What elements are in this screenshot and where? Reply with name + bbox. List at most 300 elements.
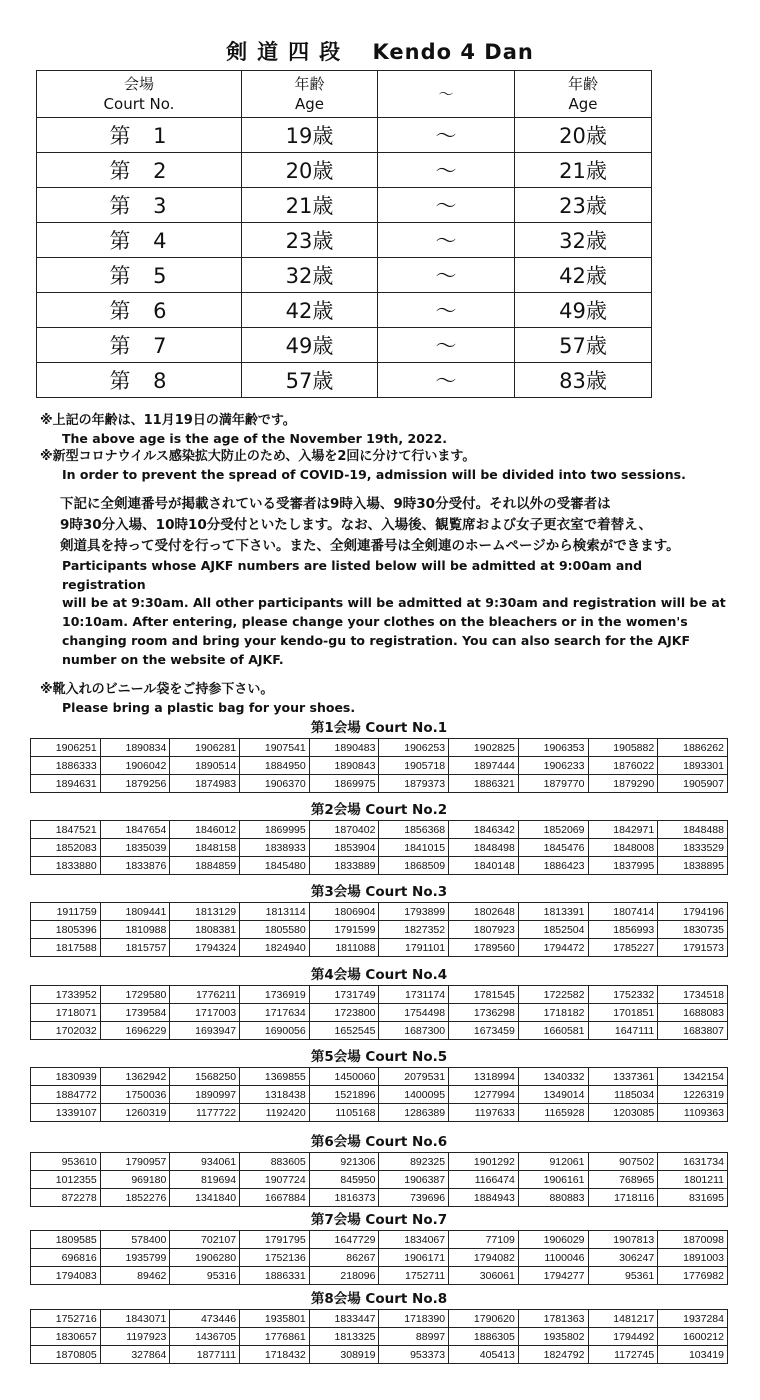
ajkf-number-cell: 1752136 xyxy=(240,1249,310,1267)
age-tilde: ～ xyxy=(378,118,515,153)
court-number-table xyxy=(30,1067,728,1122)
court-cell xyxy=(37,328,242,363)
ajkf-number-cell: 845950 xyxy=(309,1171,379,1189)
ajkf-number-cell: 1260319 xyxy=(100,1104,170,1122)
ajkf-number-cell: 77109 xyxy=(449,1231,519,1249)
court-title: 第5会場 Court No.5 xyxy=(310,1049,448,1065)
ajkf-number-cell: 1838933 xyxy=(240,839,310,857)
ajkf-number-cell: 1937284 xyxy=(658,1310,728,1328)
ajkf-number-cell: 1318438 xyxy=(240,1086,310,1104)
ajkf-number-cell: 1816373 xyxy=(309,1189,379,1207)
ajkf-number-cell: 1886331 xyxy=(240,1267,310,1285)
ajkf-number-cell: 1838895 xyxy=(658,857,728,875)
ajkf-number-cell: 1722582 xyxy=(518,986,588,1004)
court-prefix: 第 xyxy=(109,159,133,183)
ajkf-number-cell: 1835039 xyxy=(100,839,170,857)
ajkf-number-cell: 1815757 xyxy=(100,939,170,957)
ajkf-number-cell: 1789560 xyxy=(449,939,519,957)
age-tilde: ～ xyxy=(378,223,515,258)
ajkf-number-cell: 934061 xyxy=(170,1153,240,1171)
header-court-ja: 会場 xyxy=(123,75,154,93)
ajkf-number-cell: 1847654 xyxy=(100,821,170,839)
age-row-court-1 xyxy=(37,118,652,153)
ajkf-number-cell: 1833880 xyxy=(31,857,101,875)
court-number-table xyxy=(30,820,728,875)
court-number: 6 xyxy=(153,299,169,323)
ajkf-number-cell: 1794082 xyxy=(449,1249,519,1267)
admission-line: will be at 9:30am. All other participants will be admitted at 9:30am and registration will be at xyxy=(62,595,726,611)
ajkf-number-cell: 1776211 xyxy=(170,986,240,1004)
table-row xyxy=(31,1310,728,1328)
court-number-table xyxy=(30,1230,728,1285)
ajkf-number-cell: 218096 xyxy=(309,1267,379,1285)
ajkf-number-cell: 1791795 xyxy=(240,1231,310,1249)
ajkf-number-cell: 1886423 xyxy=(518,857,588,875)
ajkf-number-cell: 1790957 xyxy=(100,1153,170,1171)
court-title: 第3会場 Court No.3 xyxy=(310,884,448,900)
admission-line: 9時30分入場、10時10分受付といたします。なお、入場後、観覧席および女子更衣室で着替え、 xyxy=(60,517,652,533)
ajkf-number-cell: 953610 xyxy=(31,1153,101,1171)
ajkf-number-cell: 1905882 xyxy=(588,739,658,757)
court-number: 3 xyxy=(153,194,169,218)
age-to: 42歳 xyxy=(515,258,652,293)
ajkf-number-cell: 1830657 xyxy=(31,1328,101,1346)
ajkf-number-cell: 1362942 xyxy=(100,1068,170,1086)
ajkf-number-cell: 89462 xyxy=(100,1267,170,1285)
table-row xyxy=(31,1171,728,1189)
court-prefix: 第 xyxy=(109,124,133,148)
ajkf-number-cell: 1400095 xyxy=(379,1086,449,1104)
ajkf-number-cell: 1852069 xyxy=(518,821,588,839)
ajkf-number-cell: 1693947 xyxy=(170,1022,240,1040)
ajkf-number-cell: 1902825 xyxy=(449,739,519,757)
ajkf-number-cell: 1870805 xyxy=(31,1346,101,1364)
ajkf-number-cell: 1736919 xyxy=(240,986,310,1004)
ajkf-number-cell: 1752716 xyxy=(31,1310,101,1328)
ajkf-number-cell: 1834067 xyxy=(379,1231,449,1249)
table-row xyxy=(31,1267,728,1285)
ajkf-number-cell: 1349014 xyxy=(518,1086,588,1104)
ajkf-number-cell: 1750036 xyxy=(100,1086,170,1104)
ajkf-number-cell: 1696229 xyxy=(100,1022,170,1040)
ajkf-number-cell: 1717634 xyxy=(240,1004,310,1022)
ajkf-number-cell: 1807414 xyxy=(588,903,658,921)
ajkf-number-cell: 1905907 xyxy=(658,775,728,793)
ajkf-number-cell: 1794492 xyxy=(588,1328,658,1346)
table-row xyxy=(31,775,728,793)
ajkf-number-cell: 1884943 xyxy=(449,1189,519,1207)
ajkf-number-cell: 969180 xyxy=(100,1171,170,1189)
ajkf-number-cell: 86267 xyxy=(309,1249,379,1267)
age-note-en: The above age is the age of the November 19th, 2022. xyxy=(62,431,448,446)
age-row-court-7 xyxy=(37,328,652,363)
ajkf-number-cell: 1890483 xyxy=(309,739,379,757)
header-age-ja: 年齢 xyxy=(294,75,325,93)
ajkf-number-cell: 1877111 xyxy=(170,1346,240,1364)
court-cell xyxy=(37,293,242,328)
ajkf-number-cell: 921306 xyxy=(309,1153,379,1171)
age-tilde: ～ xyxy=(378,293,515,328)
age-tilde: ～ xyxy=(378,328,515,363)
ajkf-number-cell: 912061 xyxy=(518,1153,588,1171)
court-cell xyxy=(37,188,242,223)
ajkf-number-cell: 578400 xyxy=(100,1231,170,1249)
shoes-note-ja: ※靴入れのビニール袋をご持参下さい。 xyxy=(40,682,274,698)
court-prefix: 第 xyxy=(109,229,133,253)
ajkf-number-cell: 1600212 xyxy=(658,1328,728,1346)
ajkf-number-cell: 1667884 xyxy=(240,1189,310,1207)
ajkf-number-cell: 1906280 xyxy=(170,1249,240,1267)
admission-line: 下記に全剣連番号が掲載されている受審者は9時入場、9時30分受付。それ以外の受審者は xyxy=(60,496,611,512)
court-block-4 xyxy=(30,965,728,1040)
ajkf-number-cell: 1870402 xyxy=(309,821,379,839)
ajkf-number-cell: 1869975 xyxy=(309,775,379,793)
ajkf-number-cell: 1521896 xyxy=(309,1086,379,1104)
table-row xyxy=(31,1189,728,1207)
table-row xyxy=(31,1346,728,1364)
court-title: 第4会場 Court No.4 xyxy=(310,967,448,983)
ajkf-number-cell: 1718071 xyxy=(31,1004,101,1022)
ajkf-number-cell: 831695 xyxy=(658,1189,728,1207)
ajkf-number-cell: 892325 xyxy=(379,1153,449,1171)
ajkf-number-cell: 1848488 xyxy=(658,821,728,839)
ajkf-number-cell: 1837995 xyxy=(588,857,658,875)
ajkf-number-cell: 1793899 xyxy=(379,903,449,921)
ajkf-number-cell: 1848008 xyxy=(588,839,658,857)
ajkf-number-cell: 1906253 xyxy=(379,739,449,757)
ajkf-number-cell: 88997 xyxy=(379,1328,449,1346)
table-row xyxy=(31,1153,728,1171)
ajkf-number-cell: 696816 xyxy=(31,1249,101,1267)
ajkf-number-cell: 1203085 xyxy=(588,1104,658,1122)
age-from: 21歳 xyxy=(242,188,378,223)
court-block-6 xyxy=(30,1132,728,1207)
title-ja: 剣道四段 xyxy=(226,40,351,64)
ajkf-number-cell: 1906029 xyxy=(518,1231,588,1249)
ajkf-number-cell: 1172745 xyxy=(588,1346,658,1364)
ajkf-number-cell: 1869995 xyxy=(240,821,310,839)
ajkf-number-cell: 1907813 xyxy=(588,1231,658,1249)
ajkf-number-cell: 702107 xyxy=(170,1231,240,1249)
ajkf-number-cell: 1481217 xyxy=(588,1310,658,1328)
court-block-7 xyxy=(30,1210,728,1285)
age-from: 42歳 xyxy=(242,293,378,328)
ajkf-number-cell: 1833889 xyxy=(309,857,379,875)
ajkf-number-cell: 1192420 xyxy=(240,1104,310,1122)
ajkf-number-cell: 1830939 xyxy=(31,1068,101,1086)
ajkf-number-cell: 1647111 xyxy=(588,1022,658,1040)
ajkf-number-cell: 1736298 xyxy=(449,1004,519,1022)
ajkf-number-cell: 1906171 xyxy=(379,1249,449,1267)
admission-line: 10:10am. After entering, please change your clothes on the bleachers or in the women's xyxy=(62,614,688,630)
ajkf-number-cell: 1660581 xyxy=(518,1022,588,1040)
ajkf-number-cell: 1631734 xyxy=(658,1153,728,1171)
ajkf-number-cell: 1868509 xyxy=(379,857,449,875)
ajkf-number-cell: 1824792 xyxy=(518,1346,588,1364)
ajkf-number-cell: 1165928 xyxy=(518,1104,588,1122)
ajkf-number-cell: 306247 xyxy=(588,1249,658,1267)
table-row xyxy=(31,903,728,921)
age-to: 23歳 xyxy=(515,188,652,223)
ajkf-number-cell: 907502 xyxy=(588,1153,658,1171)
ajkf-number-cell: 1197923 xyxy=(100,1328,170,1346)
ajkf-number-cell: 1876022 xyxy=(588,757,658,775)
ajkf-number-cell: 1673459 xyxy=(449,1022,519,1040)
ajkf-number-cell: 1846342 xyxy=(449,821,519,839)
ajkf-number-cell: 1833447 xyxy=(309,1310,379,1328)
ajkf-number-cell: 1906233 xyxy=(518,757,588,775)
notes xyxy=(40,412,730,717)
ajkf-number-cell: 1848158 xyxy=(170,839,240,857)
court-title: 第8会場 Court No.8 xyxy=(310,1291,448,1307)
ajkf-number-cell: 1809441 xyxy=(100,903,170,921)
ajkf-number-cell: 1907724 xyxy=(240,1171,310,1189)
ajkf-number-cell: 1718390 xyxy=(379,1310,449,1328)
ajkf-number-cell: 1811088 xyxy=(309,939,379,957)
ajkf-number-cell: 883605 xyxy=(240,1153,310,1171)
ajkf-number-cell: 1890514 xyxy=(170,757,240,775)
ajkf-number-cell: 1277994 xyxy=(449,1086,519,1104)
court-number: 7 xyxy=(153,334,169,358)
court-cell xyxy=(37,258,242,293)
ajkf-number-cell: 1733952 xyxy=(31,986,101,1004)
ajkf-number-cell: 1781363 xyxy=(518,1310,588,1328)
ajkf-number-cell: 1197633 xyxy=(449,1104,519,1122)
table-row xyxy=(31,839,728,857)
table-row xyxy=(31,821,728,839)
ajkf-number-cell: 1337361 xyxy=(588,1068,658,1086)
ajkf-number-cell: 1342154 xyxy=(658,1068,728,1086)
table-row xyxy=(31,939,728,957)
court-number: 8 xyxy=(153,369,169,393)
ajkf-number-cell: 1340332 xyxy=(518,1068,588,1086)
ajkf-number-cell: 1688083 xyxy=(658,1004,728,1022)
ajkf-number-cell: 1794324 xyxy=(170,939,240,957)
ajkf-number-cell: 1879256 xyxy=(100,775,170,793)
court-number: 4 xyxy=(153,229,169,253)
ajkf-number-cell: 1905718 xyxy=(379,757,449,775)
table-row xyxy=(31,1249,728,1267)
ajkf-number-cell: 1901292 xyxy=(449,1153,519,1171)
court-number-table xyxy=(30,985,728,1040)
ajkf-number-cell: 1841015 xyxy=(379,839,449,857)
ajkf-number-cell: 1734518 xyxy=(658,986,728,1004)
ajkf-number-cell: 768965 xyxy=(588,1171,658,1189)
ajkf-number-cell: 880883 xyxy=(518,1189,588,1207)
ajkf-number-cell: 1185034 xyxy=(588,1086,658,1104)
ajkf-number-cell: 1226319 xyxy=(658,1086,728,1104)
ajkf-number-cell: 1906281 xyxy=(170,739,240,757)
table-row xyxy=(31,986,728,1004)
ajkf-number-cell: 1369855 xyxy=(240,1068,310,1086)
court-number: 1 xyxy=(153,124,169,148)
ajkf-number-cell: 1935801 xyxy=(240,1310,310,1328)
ajkf-number-cell: 1729580 xyxy=(100,986,170,1004)
ajkf-number-cell: 308919 xyxy=(309,1346,379,1364)
court-prefix: 第 xyxy=(109,264,133,288)
table-row xyxy=(31,857,728,875)
ajkf-number-cell: 1845480 xyxy=(240,857,310,875)
ajkf-number-cell: 1717003 xyxy=(170,1004,240,1022)
age-to: 57歳 xyxy=(515,328,652,363)
age-from: 57歳 xyxy=(242,363,378,398)
ajkf-number-cell: 1897444 xyxy=(449,757,519,775)
ajkf-number-cell: 819694 xyxy=(170,1171,240,1189)
ajkf-number-cell: 1791599 xyxy=(309,921,379,939)
ajkf-number-cell: 1890834 xyxy=(100,739,170,757)
ajkf-number-cell: 1906251 xyxy=(31,739,101,757)
age-row-court-2 xyxy=(37,153,652,188)
ajkf-number-cell: 1848498 xyxy=(449,839,519,857)
court-prefix: 第 xyxy=(109,369,133,393)
ajkf-number-cell: 1100046 xyxy=(518,1249,588,1267)
ajkf-number-cell: 1718182 xyxy=(518,1004,588,1022)
ajkf-number-cell: 1776982 xyxy=(658,1267,728,1285)
ajkf-number-cell: 1794196 xyxy=(658,903,728,921)
ajkf-number-cell: 1718116 xyxy=(588,1189,658,1207)
ajkf-number-cell: 1806904 xyxy=(309,903,379,921)
age-row-court-6 xyxy=(37,293,652,328)
court-number: 2 xyxy=(153,159,169,183)
age-to: 32歳 xyxy=(515,223,652,258)
ajkf-number-cell: 306061 xyxy=(449,1267,519,1285)
admission-line: 剣道具を持って受付を行って下さい。また、全剣連番号は全剣連のホームページから検索ができます。 xyxy=(60,538,680,554)
table-row xyxy=(31,1004,728,1022)
ajkf-number-cell: 1791101 xyxy=(379,939,449,957)
ajkf-number-cell: 1809585 xyxy=(31,1231,101,1249)
court-cell xyxy=(37,118,242,153)
ajkf-number-cell: 1906161 xyxy=(518,1171,588,1189)
header-court-en: Court No. xyxy=(103,95,175,113)
ajkf-number-cell: 1109363 xyxy=(658,1104,728,1122)
court-prefix: 第 xyxy=(109,334,133,358)
ajkf-number-cell: 1808381 xyxy=(170,921,240,939)
ajkf-number-cell: 1177722 xyxy=(170,1104,240,1122)
ajkf-number-cell: 1852504 xyxy=(518,921,588,939)
admission-line: changing room and bring your kendo-gu to registration. You can also search for the AJKF xyxy=(62,632,691,648)
ajkf-number-cell: 1731749 xyxy=(309,986,379,1004)
age-row-court-8 xyxy=(37,363,652,398)
ajkf-number-cell: 1894631 xyxy=(31,775,101,793)
ajkf-number-cell: 1341840 xyxy=(170,1189,240,1207)
ajkf-number-cell: 1817588 xyxy=(31,939,101,957)
ajkf-number-cell: 1752332 xyxy=(588,986,658,1004)
court-number-table xyxy=(30,902,728,957)
age-from: 49歳 xyxy=(242,328,378,363)
ajkf-number-cell: 1842971 xyxy=(588,821,658,839)
ajkf-number-cell: 1890997 xyxy=(170,1086,240,1104)
court-block-8 xyxy=(30,1289,728,1364)
court-number: 5 xyxy=(153,264,169,288)
ajkf-number-cell: 1884772 xyxy=(31,1086,101,1104)
ajkf-number-cell: 1884950 xyxy=(240,757,310,775)
ajkf-number-cell: 1884859 xyxy=(170,857,240,875)
ajkf-number-cell: 1702032 xyxy=(31,1022,101,1040)
age-from: 19歳 xyxy=(242,118,378,153)
age-tilde: ～ xyxy=(378,363,515,398)
ajkf-number-cell: 1791573 xyxy=(658,939,728,957)
age-to: 20歳 xyxy=(515,118,652,153)
ajkf-number-cell: 1731174 xyxy=(379,986,449,1004)
ajkf-number-cell: 1886305 xyxy=(449,1328,519,1346)
ajkf-number-cell: 1813129 xyxy=(170,903,240,921)
ajkf-number-cell: 1813114 xyxy=(240,903,310,921)
ajkf-number-cell: 1810988 xyxy=(100,921,170,939)
ajkf-number-cell: 1870098 xyxy=(658,1231,728,1249)
age-tilde: ～ xyxy=(378,153,515,188)
admission-line: number on the website of AJKF. xyxy=(62,651,284,667)
ajkf-number-cell: 1906387 xyxy=(379,1171,449,1189)
ajkf-number-cell: 2079531 xyxy=(379,1068,449,1086)
age-from: 32歳 xyxy=(242,258,378,293)
ajkf-number-cell: 953373 xyxy=(379,1346,449,1364)
court-number-table xyxy=(30,738,728,793)
ajkf-number-cell: 1776861 xyxy=(240,1328,310,1346)
age-row-court-5 xyxy=(37,258,652,293)
header-age2-ja: 年齢 xyxy=(567,75,598,93)
ajkf-number-cell: 1805396 xyxy=(31,921,101,939)
ajkf-number-cell: 1286389 xyxy=(379,1104,449,1122)
ajkf-number-cell: 405413 xyxy=(449,1346,519,1364)
table-row xyxy=(31,1231,728,1249)
ajkf-number-cell: 1794083 xyxy=(31,1267,101,1285)
ajkf-number-cell: 1833876 xyxy=(100,857,170,875)
ajkf-number-cell: 1752711 xyxy=(379,1267,449,1285)
ajkf-number-cell: 1012355 xyxy=(31,1171,101,1189)
ajkf-number-cell: 1794472 xyxy=(518,939,588,957)
table-row xyxy=(31,739,728,757)
ajkf-number-cell: 1802648 xyxy=(449,903,519,921)
ajkf-number-cell: 1879373 xyxy=(379,775,449,793)
age-table xyxy=(36,70,652,398)
court-cell xyxy=(37,223,242,258)
ajkf-number-cell: 95361 xyxy=(588,1267,658,1285)
age-table-header xyxy=(37,71,652,118)
age-to: 83歳 xyxy=(515,363,652,398)
ajkf-number-cell: 1890843 xyxy=(309,757,379,775)
age-note-ja: ※上記の年齢は、11月19日の満年齢です。 xyxy=(40,413,296,428)
admission-line: Participants whose AJKF numbers are listed below will be admitted at 9:00am and registration xyxy=(62,558,643,592)
court-prefix: 第 xyxy=(109,299,133,323)
ajkf-number-cell: 1852083 xyxy=(31,839,101,857)
ajkf-number-cell: 1906353 xyxy=(518,739,588,757)
court-cell xyxy=(37,363,242,398)
ajkf-number-cell: 1886321 xyxy=(449,775,519,793)
age-row-court-4 xyxy=(37,223,652,258)
header-age-from xyxy=(242,71,378,118)
ajkf-number-cell: 1886262 xyxy=(658,739,728,757)
ajkf-number-cell: 1568250 xyxy=(170,1068,240,1086)
ajkf-number-cell: 1701851 xyxy=(588,1004,658,1022)
page-title xyxy=(0,36,760,66)
table-row xyxy=(31,757,728,775)
court-number-table xyxy=(30,1152,728,1207)
ajkf-number-cell: 1794277 xyxy=(518,1267,588,1285)
ajkf-number-cell: 327864 xyxy=(100,1346,170,1364)
court-block-5 xyxy=(30,1047,728,1122)
ajkf-number-cell: 1824940 xyxy=(240,939,310,957)
ajkf-number-cell: 1827352 xyxy=(379,921,449,939)
ajkf-number-cell: 1852276 xyxy=(100,1189,170,1207)
header-age2-en: Age xyxy=(568,95,598,113)
court-title: 第6会場 Court No.6 xyxy=(310,1134,448,1150)
ajkf-number-cell: 1647729 xyxy=(309,1231,379,1249)
ajkf-number-cell: 1790620 xyxy=(449,1310,519,1328)
age-to: 21歳 xyxy=(515,153,652,188)
table-row xyxy=(31,1104,728,1122)
ajkf-number-cell: 1847521 xyxy=(31,821,101,839)
header-tilde: ～ xyxy=(378,71,515,118)
